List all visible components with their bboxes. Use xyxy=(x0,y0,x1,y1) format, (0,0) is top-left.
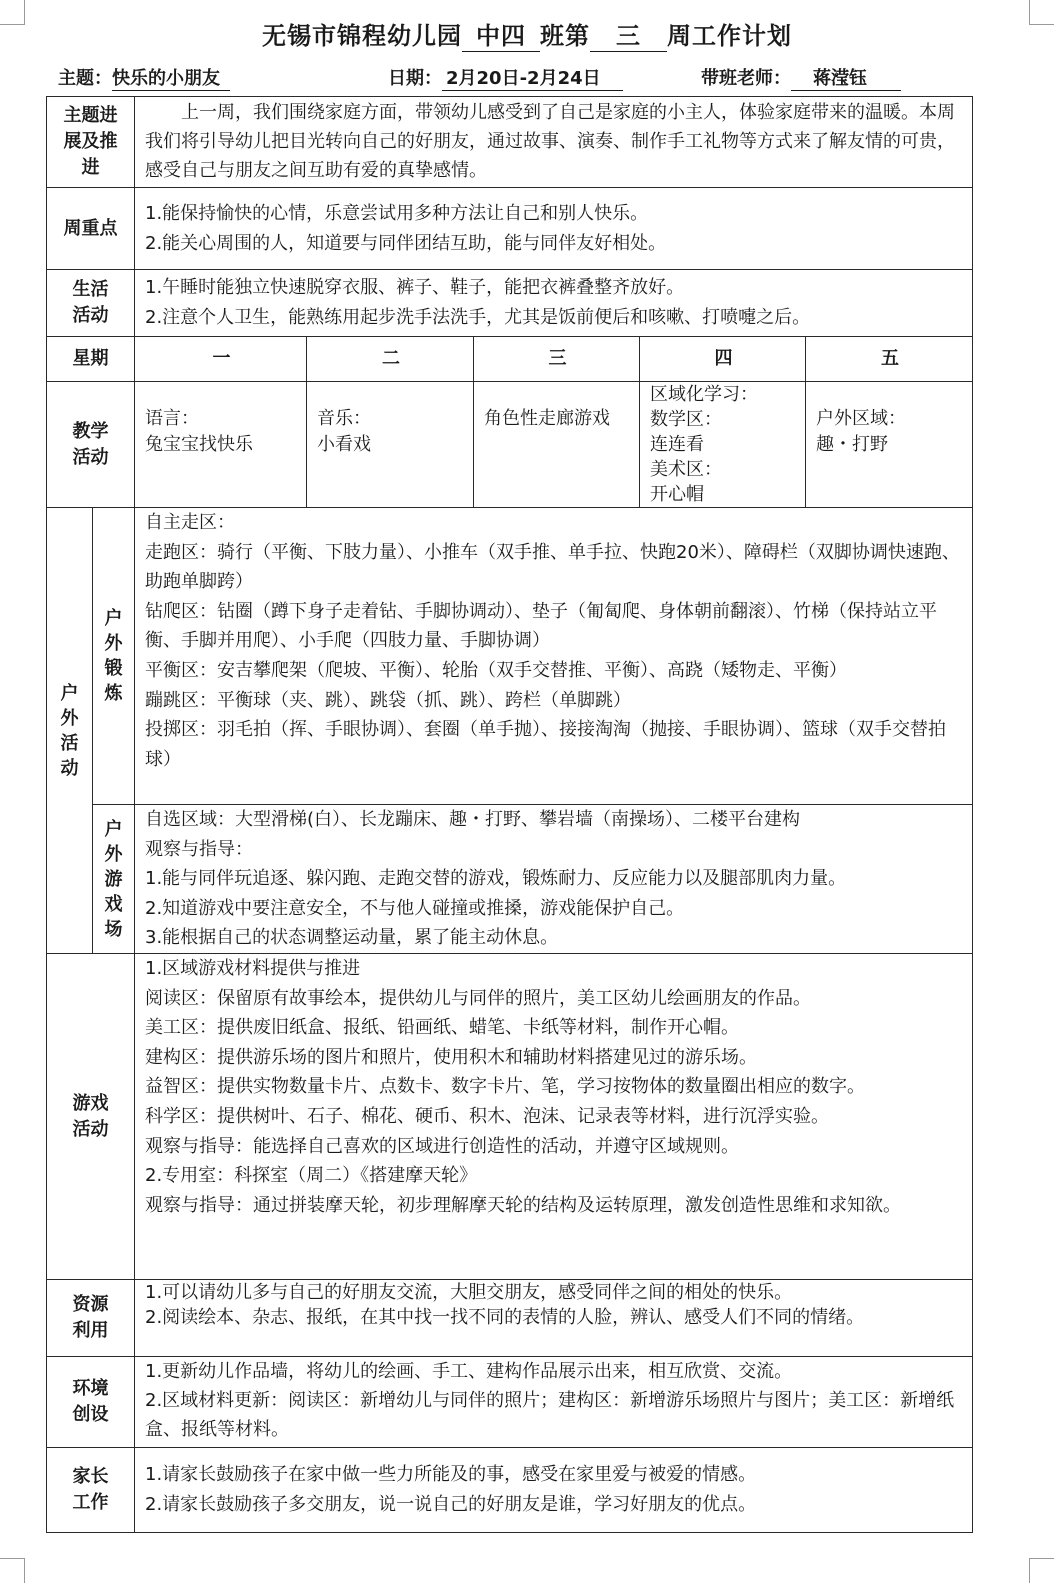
title-middle: 班第 xyxy=(540,22,590,50)
focus-label: 周重点 xyxy=(47,188,135,270)
life-line: 2.注意个人卫生，能熟练用起步洗手法洗手，尤其是饭前便后和咳嗽、打喷嚏之后。 xyxy=(145,307,811,328)
parents-content xyxy=(135,1448,973,1533)
title-week: 三 xyxy=(590,16,667,52)
crop-mark-bottom-right xyxy=(1029,1558,1054,1583)
environment-line: 1.更新幼儿作品墙，将幼儿的绘画、手工、建构作品展示出来，相互欣赏、交流。 xyxy=(145,1361,793,1382)
teaching-thu-line: 数学区： xyxy=(650,409,722,430)
teaching-label: 教学 活动 xyxy=(47,382,135,508)
focus-line: 1.能保持愉快的心情，乐意尝试用多种方法让自己和别人快乐。 xyxy=(145,202,649,224)
teacher-label: 带班老师： xyxy=(701,68,791,89)
game-line: 1.区域游戏材料提供与推进 xyxy=(145,958,361,979)
weekday-fri: 五 xyxy=(806,337,973,382)
environment-label: 环境 创设 xyxy=(47,1357,135,1448)
life-label: 生活 活动 xyxy=(47,270,135,337)
playground-label xyxy=(93,805,135,954)
exercise-line: 自主走区： xyxy=(145,512,235,533)
progress-text xyxy=(135,97,973,188)
row-environment xyxy=(47,1357,973,1448)
row-progress xyxy=(47,97,973,188)
teaching-tue xyxy=(307,382,474,508)
resources-label: 资源 利用 xyxy=(47,1280,135,1357)
exercise-label-text: 户外锻炼 xyxy=(104,608,123,704)
row-life xyxy=(47,270,973,337)
resources-content xyxy=(135,1280,973,1357)
plan-meta xyxy=(58,64,1014,94)
weekday-tue: 二 xyxy=(307,337,474,382)
outdoor-label xyxy=(47,508,93,954)
teaching-fri xyxy=(806,382,973,508)
playground-line: 3.能根据自己的状态调整运动量，累了能主动休息。 xyxy=(145,927,559,949)
crop-mark-bottom-left xyxy=(0,1558,25,1583)
row-weekdays xyxy=(47,337,973,382)
exercise-line: 投掷区：羽毛拍（挥、手眼协调）、套圈（单手抛）、接接淘淘（抛接、手眼协调）、篮球（双手交替拍球） xyxy=(145,719,946,770)
meta-theme xyxy=(58,64,230,91)
teaching-thu xyxy=(640,382,806,508)
resources-line: 1.可以请幼儿多与自己的好朋友交流，大胆交朋友，感受同伴之间的相处的快乐。 xyxy=(145,1282,793,1303)
teaching-thu-line: 区域化学习： xyxy=(650,384,758,405)
title-class-name: 中四 xyxy=(462,16,540,52)
row-resources xyxy=(47,1280,973,1357)
game-line: 2.专用室：科探室（周二）《搭建摩天轮》 xyxy=(145,1165,478,1187)
game-label: 游戏 活动 xyxy=(47,954,135,1280)
row-parents xyxy=(47,1448,973,1533)
row-game xyxy=(47,954,973,1280)
playground-line: 自选区域：大型滑梯(白）、长龙蹦床、趣・打野、攀岩墙（南操场）、二楼平台建构 xyxy=(145,809,801,830)
meta-date xyxy=(388,64,623,91)
teaching-tue-topic: 小看戏 xyxy=(317,434,371,455)
progress-label: 主题进 展及推 进 xyxy=(47,97,135,188)
life-text xyxy=(135,270,973,337)
teaching-mon-subject: 语言： xyxy=(145,408,199,429)
page-title xyxy=(0,16,1054,52)
exercise-content xyxy=(135,508,973,805)
progress-paragraph: 上一周，我们围绕家庭方面，带领幼儿感受到了自己是家庭的小主人，体验家庭带来的温暖。本周我们将引导幼儿把目光转向自己的好朋友，通过故事、演奏、制作手工礼物等方式来了解友情的可贵，感受自己与朋友之间互助有爱的真挚感情。 xyxy=(145,102,955,181)
weekday-wed: 三 xyxy=(474,337,640,382)
game-line: 阅读区：保留原有故事绘本，提供幼儿与同伴的照片，美工区幼儿绘画朋友的作品。 xyxy=(145,987,811,1009)
playground-content xyxy=(135,805,973,954)
playground-line: 2.知道游戏中要注意安全，不与他人碰撞或推搡，游戏能保护自己。 xyxy=(145,897,685,919)
environment-content xyxy=(135,1357,973,1448)
teaching-fri-subject: 户外区域： xyxy=(816,408,906,429)
exercise-label xyxy=(93,508,135,805)
weekday-thu: 四 xyxy=(640,337,806,382)
date-label: 日期： xyxy=(388,68,442,89)
parents-label: 家长 工作 xyxy=(47,1448,135,1533)
teaching-wed xyxy=(474,382,640,508)
focus-text xyxy=(135,188,973,270)
parents-line: 2.请家长鼓励孩子多交朋友，说一说自己的好朋友是谁，学习好朋友的优点。 xyxy=(145,1494,757,1515)
title-prefix: 无锡市锦程幼儿园 xyxy=(262,22,462,50)
game-line: 观察与指导：通过拼装摩天轮，初步理解摩天轮的结构及运转原理，激发创造性思维和求知欲。 xyxy=(145,1194,901,1216)
teaching-fri-topic: 趣・打野 xyxy=(816,434,888,455)
teaching-thu-line: 美术区： xyxy=(650,459,722,480)
focus-line: 2.能关心周围的人，知道要与同伴团结互助，能与同伴友好相处。 xyxy=(145,232,667,254)
teacher-value: 蒋滢钰 xyxy=(791,64,901,91)
date-value: 2月20日-2月24日 xyxy=(442,64,623,91)
playground-line: 观察与指导： xyxy=(145,838,253,860)
environment-line: 2.区域材料更新：阅读区：新增幼儿与同伴的照片；建构区：新增游乐场照片与图片；美工区：新增纸盒、报纸等材料。 xyxy=(145,1390,955,1440)
parents-line: 1.请家长鼓励孩子在家中做一些力所能及的事，感受在家里爱与被爱的情感。 xyxy=(145,1464,757,1485)
weekday-label: 星期 xyxy=(47,337,135,382)
meta-teacher xyxy=(701,64,901,91)
exercise-line: 平衡区：安吉攀爬架（爬坡、平衡）、轮胎（双手交替推、平衡）、高跷（矮物走、平衡） xyxy=(145,659,847,681)
row-outdoor-exercise xyxy=(47,508,973,805)
game-line: 科学区：提供树叶、石子、棉花、硬币、积木、泡沫、记录表等材料，进行沉浮实验。 xyxy=(145,1105,829,1127)
game-line: 建构区：提供游乐场的图片和照片，使用积木和辅助材料搭建见过的游乐场。 xyxy=(145,1046,757,1068)
exercise-line: 蹦跳区：平衡球（夹、跳）、跳袋（抓、跳）、跨栏（单脚跳） xyxy=(145,689,631,711)
playground-line: 1.能与同伴玩追逐、躲闪跑、走跑交替的游戏，锻炼耐力、反应能力以及腿部肌肉力量。 xyxy=(145,868,847,890)
theme-value: 快乐的小朋友 xyxy=(112,64,230,91)
life-line: 1.午睡时能独立快速脱穿衣服、裤子、鞋子，能把衣裤叠整齐放好。 xyxy=(145,277,685,298)
game-line: 益智区：提供实物数量卡片、点数卡、数字卡片、笔，学习按物体的数量圈出相应的数字。 xyxy=(145,1076,865,1098)
row-focus xyxy=(47,188,973,270)
teaching-mon-topic: 兔宝宝找快乐 xyxy=(145,434,253,455)
teaching-mon xyxy=(135,382,307,508)
game-line: 美工区：提供废旧纸盒、报纸、铅画纸、蜡笔、卡纸等材料，制作开心帽。 xyxy=(145,1017,739,1039)
weekly-plan-table xyxy=(46,96,973,1533)
resources-line: 2.阅读绘本、杂志、报纸，在其中找一找不同的表情的人脸，辨认、感受人们不同的情绪。 xyxy=(145,1307,865,1328)
row-outdoor-playground xyxy=(47,805,973,954)
teaching-wed-topic: 角色性走廊游戏 xyxy=(484,408,610,429)
game-line: 观察与指导：能选择自己喜欢的区域进行创造性的活动，并遵守区域规则。 xyxy=(145,1135,739,1157)
theme-label: 主题： xyxy=(58,68,112,89)
row-teaching xyxy=(47,382,973,508)
exercise-line: 钻爬区：钻圈（蹲下身子走着钻、手脚协调动）、垫子（匍匐爬、身体朝前翻滚）、竹梯（保持站立平衡、手脚并用爬）、小手爬（四肢力量、手脚协调） xyxy=(145,600,937,652)
teaching-tue-subject: 音乐： xyxy=(317,408,371,429)
exercise-line: 走跑区：骑行（平衡、下肢力量）、小推车（双手推、单手拉、快跑20米）、障碍栏（双脚协调快速跑、助跑单脚跨） xyxy=(145,541,960,593)
game-content xyxy=(135,954,973,1280)
playground-label-text: 户外游戏场 xyxy=(104,818,123,940)
teaching-thu-line: 开心帽 xyxy=(650,484,704,505)
weekday-mon: 一 xyxy=(135,337,307,382)
teaching-thu-line: 连连看 xyxy=(650,434,704,455)
outdoor-label-text: 户外活动 xyxy=(60,682,79,779)
title-suffix: 周工作计划 xyxy=(667,22,792,50)
